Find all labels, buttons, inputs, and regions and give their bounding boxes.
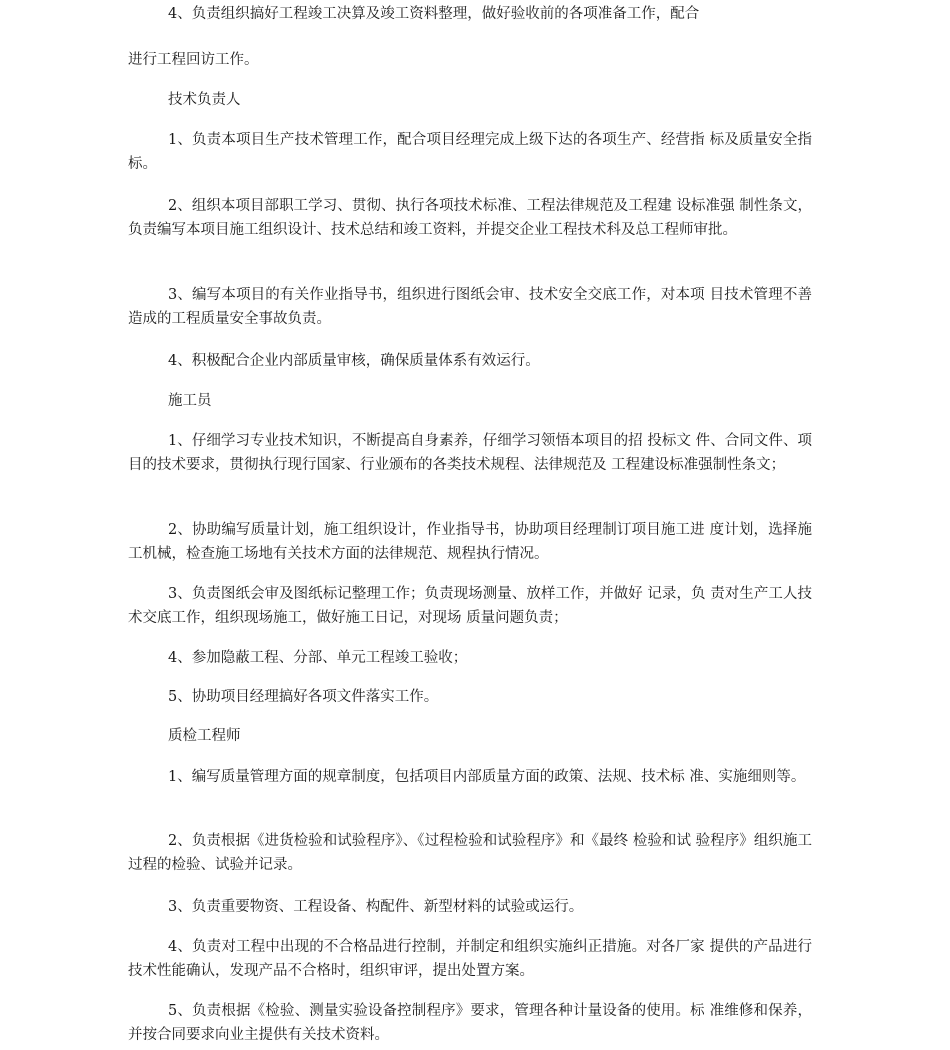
paragraph-quality-4: 4、负责对工程中出现的不合格品进行控制，并制定和组织实施纠正措施。对各厂家 提供的产品进行技术性能确认，发现产品不合格时，组织审评，提出处置方案。 [128, 939, 812, 979]
paragraph-construction-5: 5、协助项目经理搞好各项文件落实工作。 [168, 689, 439, 705]
paragraph-technical-3: 3、编写本项目的有关作业指导书，组织进行图纸会审、技术安全交底工作，对本项 目技术管理不善造成的工程质量安全事故负责。 [128, 287, 812, 327]
paragraph-construction-3: 3、负责图纸会审及图纸标记整理工作；负责现场测量、放样工作，并做好 记录，负 责对生产工人技术交底工作，组织现场施工，做好施工日记，对现场 质量问题负责； [128, 586, 812, 626]
paragraph-completion-duty: 4、负责组织搞好工程竣工决算及竣工资料整理，做好验收前的各项准备工作，配合 [168, 6, 700, 22]
section-heading-quality-engineer: 质检工程师 [168, 728, 241, 744]
paragraph-construction-4: 4、参加隐蔽工程、分部、单元工程竣工验收； [168, 650, 468, 666]
paragraph-return-visit: 进行工程回访工作。 [128, 52, 259, 68]
paragraph-quality-2: 2、负责根据《进货检验和试验程序》、《过程检验和试验程序》和《最终 检验和试 验程序》组织施工过程的检验、试验并记录。 [128, 833, 812, 873]
paragraph-quality-1: 1、编写质量管理方面的规章制度，包括项目内部质量方面的政策、法规、技术标 准、实施细则等。 [168, 769, 806, 785]
paragraph-quality-5: 5、负责根据《检验、测量实验设备控制程序》要求，管理各种计量设备的使用。标 准维修和保养，并按合同要求向业主提供有关技术资料。 [128, 1003, 812, 1043]
paragraph-technical-2: 2、组织本项目部职工学习、贯彻、执行各项技术标准、工程法律规范及工程建 设标准强 制性条文，负责编写本项目施工组织设计、技术总结和竣工资料，并提交企业工程技术科及总工程师审批。 [128, 198, 812, 238]
paragraph-technical-4: 4、积极配合企业内部质量审核，确保质量体系有效运行。 [168, 353, 540, 369]
paragraph-technical-1: 1、负责本项目生产技术管理工作，配合项目经理完成上级下达的各项生产、经营指 标及质量安全指标。 [128, 132, 812, 172]
paragraph-construction-2: 2、协助编写质量计划，施工组织设计，作业指导书，协助项目经理制订项目施工进 度计划，选择施工机械，检查施工场地有关技术方面的法律规范、规程执行情况。 [128, 522, 812, 562]
section-heading-technical-lead: 技术负责人 [168, 92, 241, 108]
paragraph-construction-1: 1、仔细学习专业技术知识，不断提高自身素养，仔细学习领悟本项目的招 投标文 件、合同文件、项目的技术要求，贯彻执行现行国家、行业颁布的各类技术规程、法律规范及 工程建设标准强制性条文； [128, 433, 812, 473]
section-heading-construction-worker: 施工员 [168, 393, 212, 409]
paragraph-quality-3: 3、负责重要物资、工程设备、构配件、新型材料的试验或运行。 [168, 899, 584, 915]
